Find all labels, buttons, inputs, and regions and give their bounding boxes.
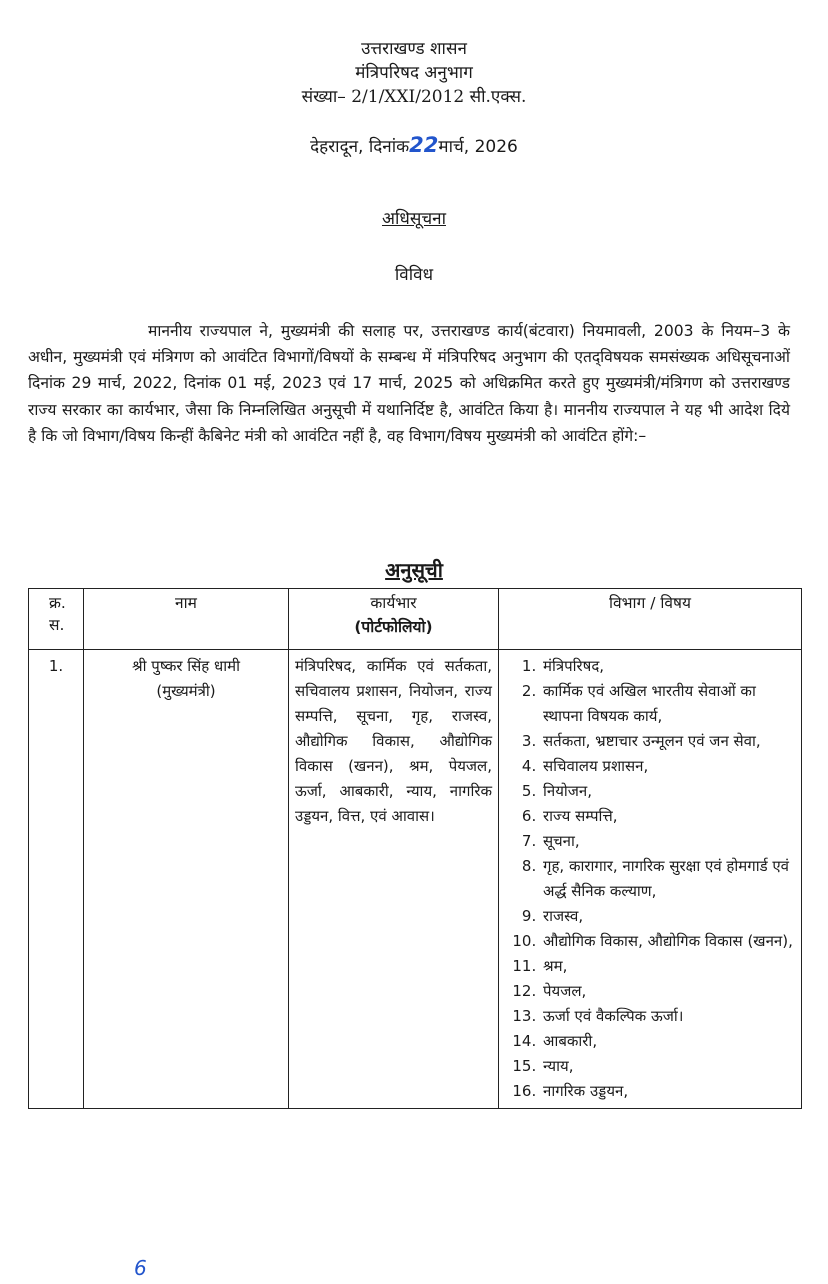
list-item: 12. पेयजल, [541, 979, 795, 1004]
list-item: 15. न्याय, [541, 1054, 795, 1079]
list-item: 8. गृह, कारागार, नागरिक सुरक्षा एवं होमगार्ड एवं अर्द्ध सैनिक कल्याण, [541, 854, 795, 904]
notification-body [28, 318, 790, 449]
list-item: 11. श्रम, [541, 954, 795, 979]
place-date-line [0, 134, 828, 158]
government-heading: उत्तराखण्ड शासन [361, 39, 467, 59]
list-item: 6. राज्य सम्पत्ति, [541, 804, 795, 829]
list-item: 9. राजस्व, [541, 904, 795, 929]
list-item: 4. सचिवालय प्रशासन, [541, 754, 795, 779]
row-departments [499, 650, 802, 1109]
notification-title: अधिसूचना [382, 209, 446, 229]
header-portfolio: कार्यभार (पोर्टफोलियो) [289, 589, 499, 650]
date-prefix: देहरादून, दिनांक [310, 137, 410, 157]
list-item: 10. औद्योगिक विकास, औद्योगिक विकास (खनन), [541, 929, 795, 954]
schedule-title: अनुसूची [385, 558, 443, 582]
handwritten-mark: 6 [134, 1256, 147, 1280]
list-item: 2. कार्मिक एवं अखिल भारतीय सेवाओं का स्थापना विषयक कार्य, [541, 679, 795, 729]
list-item: 1. मंत्रिपरिषद, [541, 654, 795, 679]
subject-title: विविध [394, 265, 434, 285]
reference-number: संख्या– 2/1/XXI/2012 सी.एक्स. [301, 87, 527, 107]
date-suffix: मार्च, 2026 [438, 137, 518, 157]
list-item: 13. ऊर्जा एवं वैकल्पिक ऊर्जा। [541, 1004, 795, 1029]
allocation-table [28, 588, 802, 1109]
header-department: विभाग / विषय [499, 589, 802, 650]
section-heading: मंत्रिपरिषद अनुभाग [355, 63, 473, 83]
list-item: 16. नागरिक उड्डयन, [541, 1079, 795, 1104]
row-name: श्री पुष्कर सिंह धामी (मुख्यमंत्री) [84, 650, 289, 1109]
handwritten-date: 22 [409, 133, 439, 157]
row-portfolio: मंत्रिपरिषद, कार्मिक एवं सर्तकता, सचिवालय प्रशासन, नियोजन, राज्य सम्पत्ति, सूचना, गृह, राजस्व, औद्योगिक विकास, औद्योगिक विकास (खनन), श्रम, पेयजल, ऊर्जा, आबकारी, न्याय, नागरिक उड्डयन, वित्त, एवं आवास। [289, 650, 499, 1109]
table-row [29, 650, 802, 1109]
row-sno: 1. [29, 650, 84, 1109]
list-item: 5. नियोजन, [541, 779, 795, 804]
list-item: 7. सूचना, [541, 829, 795, 854]
list-item: 14. आबकारी, [541, 1029, 795, 1054]
department-list [505, 654, 795, 1104]
header-name: नाम [84, 589, 289, 650]
header-sno: क्र. स. [29, 589, 84, 650]
table-header-row [29, 589, 802, 650]
body-paragraph: माननीय राज्यपाल ने, मुख्यमंत्री की सलाह पर, उत्तराखण्ड कार्य(बंटवारा) नियमावली, 2003 के नियम–3 के अधीन, मुख्यमंत्री एवं मंत्रिगण को आवंटित विभागों/विषयों के सम्बन्ध में मंत्रिपरिषद अनुभाग की एतद्‌विषयक समसंख्यक अधिसूचनाओं दिनांक 29 मार्च, 2022, दिनांक 01 मई, 2023 एवं 17 मार्च, 2025 को अधिक्रमित करते हुए मुख्यमंत्री/मंत्रिगण को उत्तराखण्ड राज्य सरकार का कार्यभार, जैसा कि निम्नलिखित अनुसूची में यथानिर्दिष्ट है, आवंटित किया है। माननीय राज्यपाल ने यह भी आदेश दिये है कि जो विभाग/विषय किन्हीं कैबिनेट मंत्री को आवंटित नहीं है, वह विभाग/विषय मुख्यमंत्री को आवंटित होंगे:– [28, 322, 790, 445]
list-item: 3. सर्तकता, भ्रष्टाचार उन्मूलन एवं जन सेवा, [541, 729, 795, 754]
